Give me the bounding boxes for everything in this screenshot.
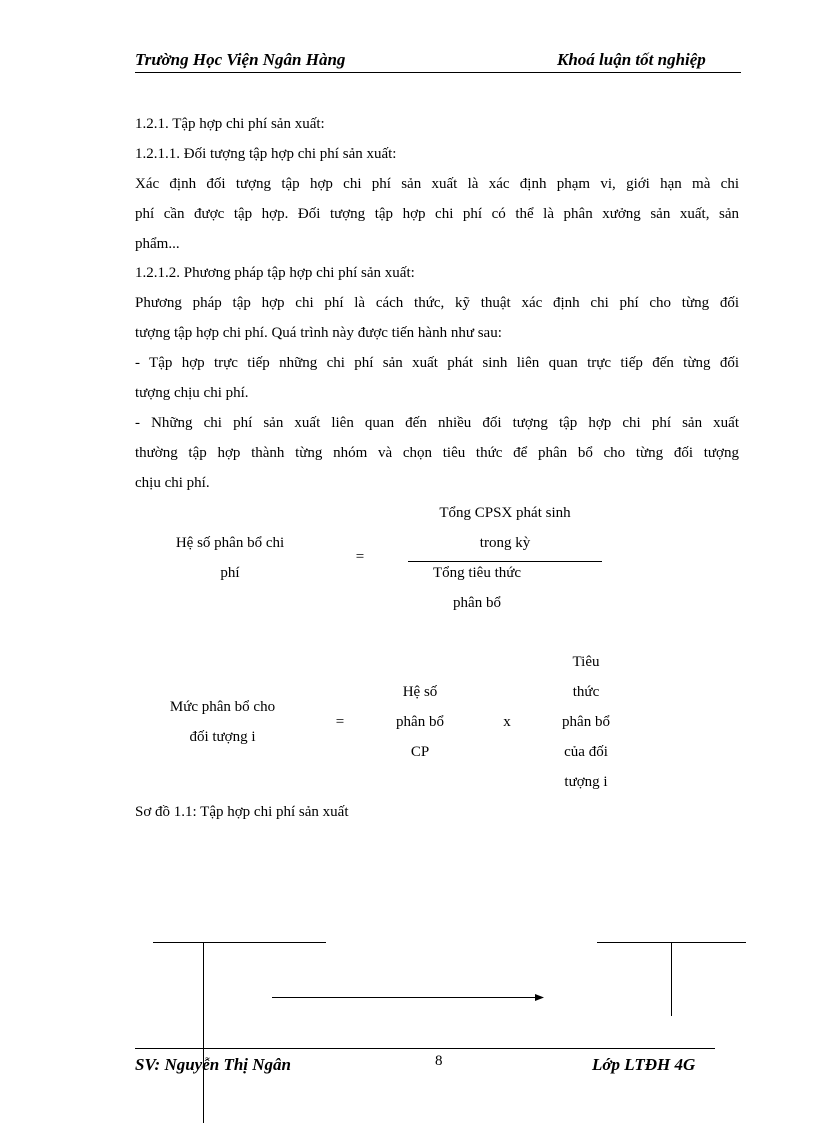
paragraph-line: - Những chi phí sản xuất liên quan đến nhiều đối tượng tập hợp chi phí sản xuất — [135, 415, 739, 431]
page-number: 8 — [435, 1053, 443, 1069]
formula2-factor1-line: phân bổ — [396, 714, 444, 730]
formula1-lhs-line: phí — [220, 565, 240, 581]
paragraph-line: tượng tập hợp chi phí. Quá trình này được tiến hành như sau: — [135, 325, 502, 341]
paragraph-line: phí cần được tập hợp. Đối tượng tập hợp chi phí có thể là phân xưởng sản xuất, sản — [135, 206, 739, 222]
paragraph-line: Xác định đối tượng tập hợp chi phí sản xuất là xác định phạm vi, giới hạn mà chi — [135, 176, 739, 192]
formula2-factor2-line: phân bổ — [562, 714, 610, 730]
formula2-factor2-line: thức — [572, 684, 600, 700]
footer-class: Lớp LTĐH 4G — [592, 1055, 696, 1074]
formula2-factor2-line: của đối — [564, 744, 608, 760]
heading-1-2-1-2: 1.2.1.2. Phương pháp tập hợp chi phí sản xuất: — [135, 265, 415, 281]
heading-1-2-1: 1.2.1. Tập hợp chi phí sản xuất: — [135, 116, 325, 132]
formula1-equals: = — [355, 549, 365, 565]
paragraph-line: tượng chịu chi phí. — [135, 385, 249, 401]
footer-student: SV: Nguyễn Thị Ngân — [135, 1055, 292, 1074]
paragraph-line: thường tập hợp thành từng nhóm và chọn tiêu thức để phân bổ cho từng đối tượng — [135, 445, 739, 461]
formula2-factor1-line: CP — [410, 744, 430, 760]
formula2-equals: = — [335, 714, 345, 730]
formula1-denominator-line: Tổng tiêu thức — [432, 565, 522, 581]
paragraph-line: phẩm... — [135, 236, 180, 252]
formula2-factor1-line: Hệ số — [402, 684, 438, 700]
formula2-lhs-line: Mức phân bổ cho — [169, 699, 276, 715]
diagram-caption: Sơ đồ 1.1: Tập hợp chi phí sản xuất — [135, 804, 349, 820]
diagram-arrow-head — [535, 994, 544, 1001]
footer-rule — [135, 1048, 715, 1049]
formula2-times: x — [503, 714, 511, 730]
formula1-lhs-line: Hệ số phân bổ chi — [175, 535, 285, 551]
formula1-denominator-line: phân bổ — [453, 595, 501, 611]
formula2-factor2-line: tượng i — [564, 774, 608, 790]
header-school: Trường Học Viện Ngân Hàng — [135, 50, 346, 69]
header-thesis: Khoá luận tốt nghiệp — [557, 50, 706, 69]
paragraph-line: - Tập hợp trực tiếp những chi phí sản xuất phát sinh liên quan trực tiếp đến từng đối — [135, 355, 739, 371]
heading-1-2-1-1: 1.2.1.1. Đối tượng tập hợp chi phí sản xuất: — [135, 146, 397, 162]
paragraph-line: chịu chi phí. — [135, 475, 210, 491]
formula2-factor2-line: Tiêu — [572, 654, 600, 670]
formula2-lhs-line: đối tượng i — [189, 729, 256, 745]
formula1-numerator-line: Tổng CPSX phát sinh — [439, 505, 571, 521]
formula1-numerator-line: trong kỳ — [479, 535, 531, 551]
paragraph-line: Phương pháp tập hợp chi phí là cách thức, kỹ thuật xác định chi phí cho từng đối — [135, 295, 739, 311]
